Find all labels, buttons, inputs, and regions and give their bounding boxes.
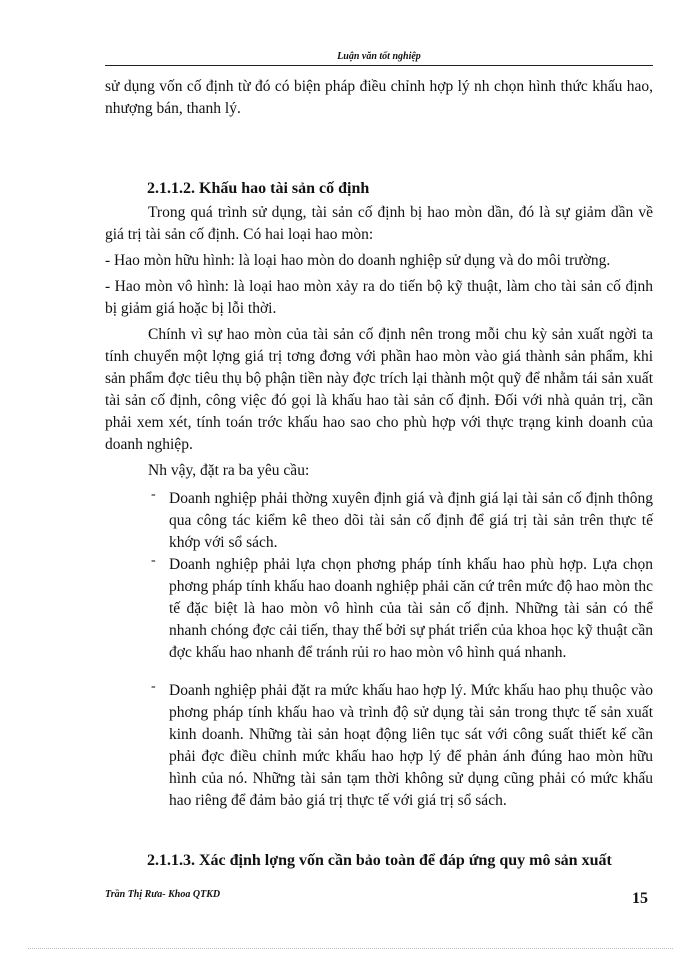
intro-paragraph: sử dụng vốn cố định từ đó có biện pháp điều chỉnh hợp lý nh chọn hình thức khấu hao, nhượng bán, thanh lý. xyxy=(105,78,653,117)
bullet-mark: - xyxy=(151,679,156,694)
requirement-item xyxy=(151,487,653,554)
header-rule xyxy=(105,65,653,66)
paragraph-tangible-wear: - Hao mòn hữu hình: là loại hao mòn do doanh nghiệp sử dụng và do môi trường. xyxy=(105,252,611,269)
paragraph-three-requirements: Nh vậy, đặt ra ba yêu cầu: xyxy=(148,462,310,479)
section-heading-capital-preservation: 2.1.1.3. Xác định lợng vốn cần bảo toàn để đáp ứng quy mô sản xuất xyxy=(147,852,612,869)
paragraph-wear-intro: Trong quá trình sử dụng, tài sản cố định bị hao mòn dần, đó là sự giảm dần về giá trị tài sản cố định. Có hai loại hao mòn: xyxy=(105,204,653,243)
bottom-rule xyxy=(28,948,673,949)
bullet-mark: - xyxy=(151,487,156,502)
requirement-item xyxy=(151,679,653,812)
requirement-text: Doanh nghiệp phải lựa chọn phơng pháp tính khấu hao phù hợp. Lựa chọn phơng pháp tính khấu hao doanh nghiệp phải căn cứ trên mức độ hao mòn thc tế đặc biệt là hao mòn vô hình của tài sản cố định. Những tài sản có thể nhanh chóng đợc cải tiến, thay thế bởi sự phát triển của khoa học kỹ thuật cần đợc khấu hao nhanh để tránh rủi ro hao mòn vô hình quá nhanh. xyxy=(169,556,653,661)
paragraph-intangible-wear: - Hao mòn vô hình: là loại hao mòn xảy ra do tiến bộ kỹ thuật, làm cho tài sản cố định bị giảm giá hoặc bị lỗi thời. xyxy=(105,278,653,317)
requirement-text: Doanh nghiệp phải đặt ra mức khấu hao hợp lý. Mức khấu hao phụ thuộc vào phơng pháp tính khấu hao và trình độ sử dụng tài sản trong thực tế sản xuất kinh doanh. Những tài sản hoạt động liên tục sát với công suất thiết kế cần phải đợc điều chỉnh mức khấu hao hợp lý để phản ánh đúng hao mòn hữu hình của nó. Những tài sản tạm thời không sử dụng cũng phải có mức khấu hao riêng để đảm bảo giá trị thực tế với giá trị sổ sách. xyxy=(169,682,653,809)
page-number: 15 xyxy=(632,890,648,907)
document-body xyxy=(105,76,653,869)
page-header-title: Luận văn tốt nghiệp xyxy=(337,51,421,62)
section-heading-depreciation: 2.1.1.2. Khấu hao tài sản cố định xyxy=(147,180,370,197)
footer-author: Trần Thị Rưa- Khoa QTKD xyxy=(105,889,221,900)
bullet-mark: - xyxy=(151,553,156,568)
paragraph-depreciation-explained: Chính vì sự hao mòn của tài sản cố định nên trong mỗi chu kỳ sản xuất ngời ta tính chuyển một lợng giá trị tơng đơng với phần hao mòn vào giá thành sản phẩm, khi sản phẩm đợc tiêu thụ bộ phận tiền này đợc trích lại thành một quỹ để nhằm tái sản xuất tài sản cố định, công việc đó gọi là khấu hao tài sản cố định. Đối với nhà quản trị, cần phải xem xét, tính toán trớc khấu hao sao cho phù hợp với thực trạng kinh doanh của doanh nghiệp. xyxy=(105,326,653,453)
requirement-text: Doanh nghiệp phải thờng xuyên định giá và định giá lại tài sản cố định thông qua công tác kiểm kê theo dõi tài sản cố định để giá trị tài sản trên thực tế khớp với sổ sách. xyxy=(169,490,653,551)
requirement-item xyxy=(151,553,653,664)
